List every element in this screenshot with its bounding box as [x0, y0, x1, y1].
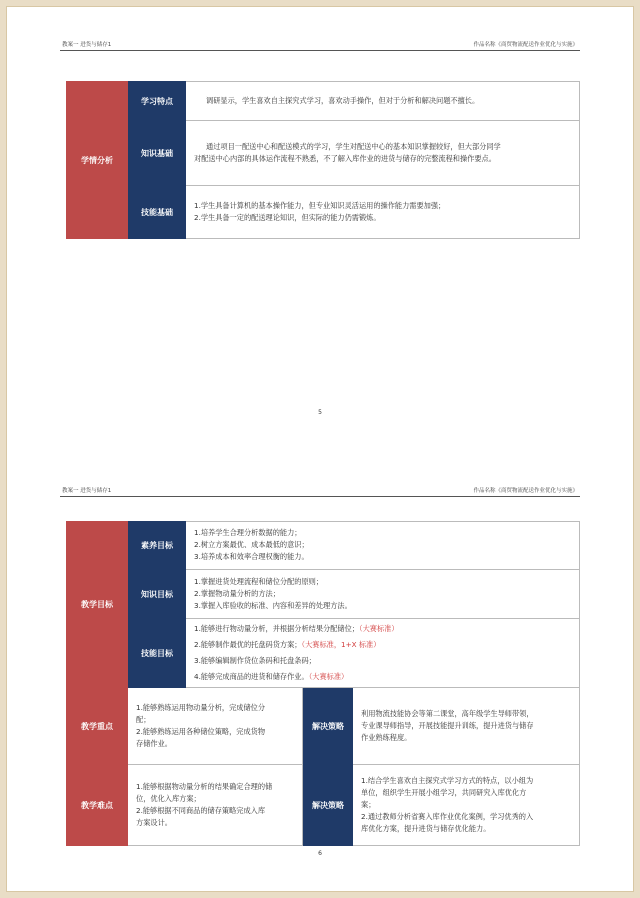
goal-content — [186, 570, 580, 619]
text-line: 存储作业。 — [136, 739, 172, 748]
text-line: 2.通过教师分析省赛入库作业优化案例，学习优秀的入 — [361, 812, 534, 821]
text-line: 专业课导师指导，开展技能提升训练，提升进货与储存 — [361, 721, 534, 730]
section-label: 教学目标 — [66, 521, 128, 688]
difficulty-content — [128, 765, 303, 846]
text-line: 1.结合学生喜欢自主探究式学习方式的特点，以小组为 — [361, 776, 534, 785]
text-line — [194, 653, 571, 669]
text-line: 调研显示，学生喜欢自主探究式学习，喜欢动手操作，但对于分析和解决问题不擅长。 — [206, 95, 480, 105]
strategy-content — [353, 765, 580, 846]
goal-text: 4.能够完成商品的进货和储存作业。 — [194, 672, 309, 681]
goal-text: 1.能够进行物动量分析，并根据分析结果分配储位； — [194, 624, 359, 633]
text-line: 2.学生具备一定的配送理论知识，但实际的能力仍需锻炼。 — [194, 213, 381, 222]
key-points-content — [128, 688, 303, 765]
text-line: 1.学生具备计算机的基本操作能力，但专业知识灵活运用的操作能力需要加强； — [194, 201, 446, 210]
strategy-label: 解决策略 — [303, 688, 353, 765]
text-line: 1.能够熟练运用物动量分析，完成储位分 — [136, 703, 266, 712]
header-right: 作品名称《商贸物流配送作业优化与实施》 — [473, 488, 578, 494]
text-line: 1.培养学生合理分析数据的能力； — [194, 528, 302, 537]
text-line: 3.掌握入库验收的标准、内容和差异的处理方法。 — [194, 601, 352, 610]
page-header — [60, 36, 580, 51]
page-number: 5 — [318, 409, 322, 416]
text-line — [194, 621, 571, 637]
row-label: 学习特点 — [128, 81, 186, 121]
text-line: 作业熟练程度。 — [361, 733, 412, 742]
standard-note: （大赛标准，1+X 标准） — [301, 640, 381, 649]
page-number: 6 — [318, 850, 322, 857]
difficulty-label: 教学难点 — [66, 765, 128, 846]
row-label: 知识基础 — [128, 121, 186, 186]
standard-note: （大赛标准） — [359, 624, 399, 633]
text-line: 通过项目一配送中心和配送模式的学习，学生对配送中心的基本知识掌握较好，但大部分同学 — [206, 142, 501, 151]
text-line — [194, 637, 571, 653]
text-line: 库优化方案，提升进货与储存优化能力。 — [361, 824, 491, 833]
text-line: 3.培养成本和效率合理权衡的能力。 — [194, 552, 309, 561]
section-label: 学情分析 — [66, 81, 128, 239]
key-points-label: 教学重点 — [66, 688, 128, 765]
text-line: 对配送中心内部的具体运作流程不熟悉，不了解入库作业的进货与储存的完整流程和操作要点。 — [194, 154, 496, 163]
goal-text: 3.能够编辑制作货位条码和托盘条码； — [194, 656, 316, 665]
row-content — [186, 81, 580, 121]
goal-label: 技能目标 — [128, 619, 186, 688]
text-line: 1.能够根据物动量分析的结果确定合理的储 — [136, 782, 273, 791]
text-line: 2.能够熟练运用各种储位策略，完成货物 — [136, 727, 266, 736]
page-header — [60, 482, 580, 497]
row-content — [186, 121, 580, 186]
strategy-content — [353, 688, 580, 765]
header-right: 作品名称《商贸物流配送作业优化与实施》 — [473, 42, 578, 48]
goal-label: 知识目标 — [128, 570, 186, 619]
text-line — [194, 669, 571, 685]
text-line: 1.掌握进货处理流程和储位分配的原则； — [194, 577, 324, 586]
text-line: 2.掌握物动量分析的方法； — [194, 589, 280, 598]
text-line: 2.树立方案最优、成本最低的意识； — [194, 540, 309, 549]
text-line: 方案设计。 — [136, 818, 172, 827]
header-left: 教案一 进货与储存1 — [62, 42, 112, 48]
standard-note: （大赛标准） — [308, 672, 349, 681]
text-line: 配； — [136, 715, 151, 724]
goal-content — [186, 521, 580, 570]
row-label: 技能基础 — [128, 186, 186, 239]
text-line: 位，优化入库方案； — [136, 794, 201, 803]
text-line: 单位，组织学生开展小组学习，共同研究入库优化方 — [361, 788, 527, 797]
goal-content — [186, 619, 580, 688]
row-content — [186, 186, 580, 239]
text-line: 案； — [361, 800, 376, 809]
text-line: 利用物流技能协会等第二课堂，高年级学生导师带领， — [361, 709, 534, 718]
goal-label: 素养目标 — [128, 521, 186, 570]
strategy-label: 解决策略 — [303, 765, 353, 846]
text-line: 2.能够根据不同商品的储存策略完成入库 — [136, 806, 266, 815]
goal-text: 2.能够制作最优的托盘码货方案； — [194, 640, 302, 649]
header-left: 教案一 进货与储存1 — [62, 488, 112, 494]
